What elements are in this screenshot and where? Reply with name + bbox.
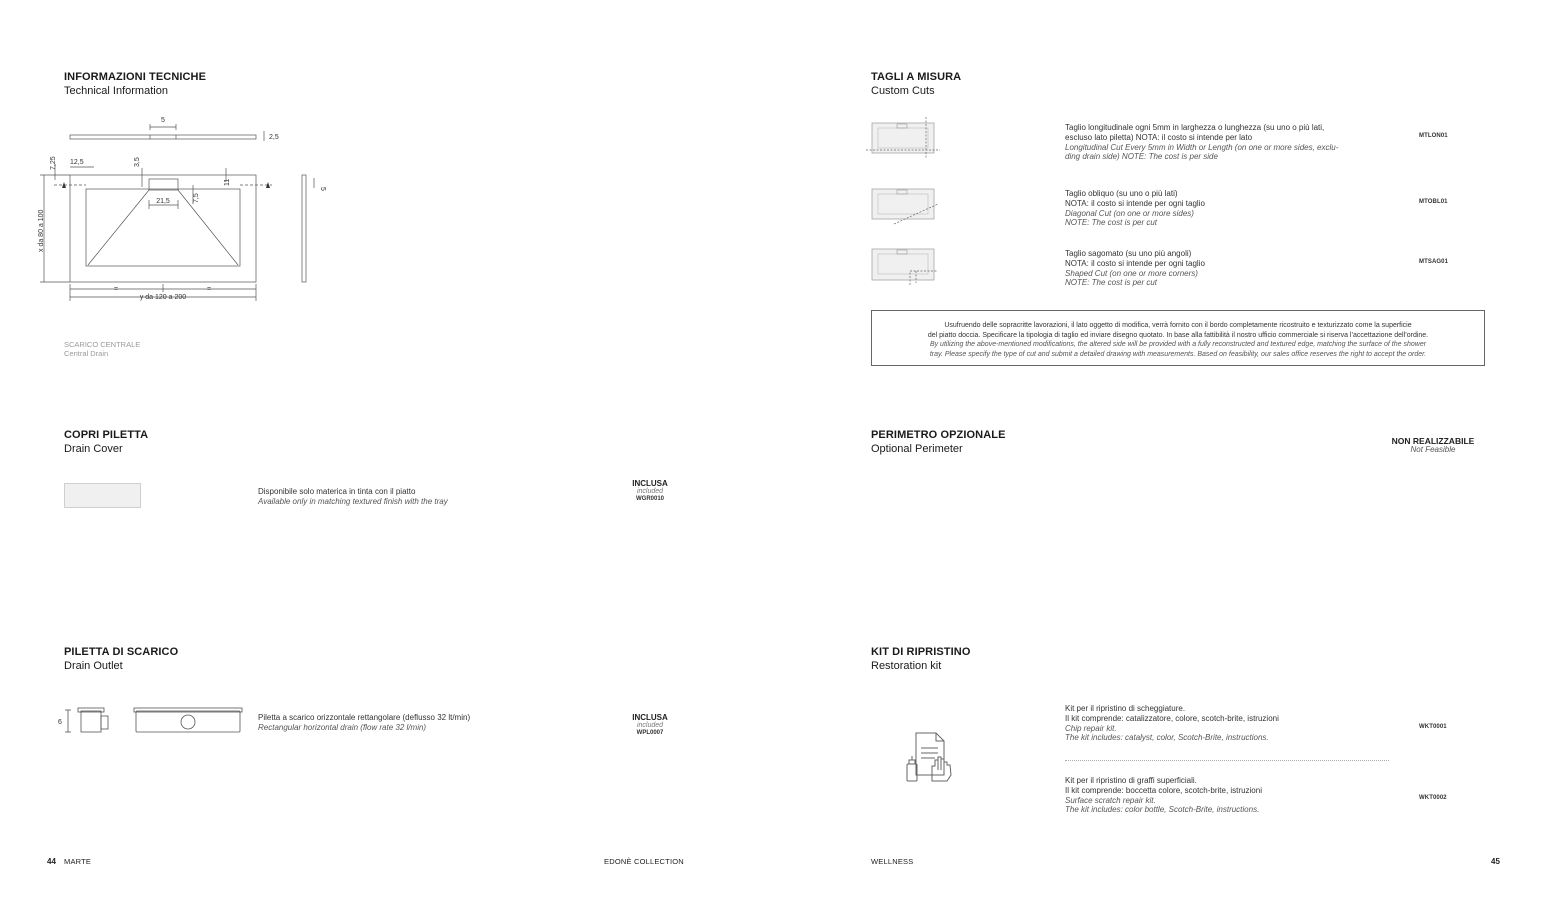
cut-3-it-1: Taglio sagomato (su uno più angoli) [1065,249,1192,258]
kit-2-en-2: The kit includes: color bottle, Scotch-Brite, instructions. [1065,805,1260,815]
kit-1-it-1: Kit per il ripristino di scheggiature. [1065,704,1186,713]
left-page-number: 44 [47,857,56,866]
kit-2-it-2: Il kit comprende: boccetta colore, scotch-brite, istruzioni [1065,785,1262,795]
drain-cover-description [258,487,448,507]
dim-x-range: x da 80 a 100 [38,209,45,252]
drain-outlet-drawing [54,702,244,738]
drawing-caption [64,340,140,358]
dim-21-5: 21,5 [156,198,170,205]
kit-1-en-1: Chip repair kit. [1065,723,1117,733]
cut-item-longitudinal [1065,123,1395,162]
drain-outlet-side-body [81,711,101,732]
drain-outlet-description [258,713,470,733]
drain-outlet-side-pipe [101,716,108,729]
kit-1-it-2: Il kit comprende: catalizzatore, colore, scotch-brite, istruzioni [1065,713,1279,723]
longitudinal-cut-icon [866,114,942,160]
note-it-1: Usufruendo delle sopracritte lavorazioni, il lato oggetto di modifica, verrà fornito con il bordo completamente ricostruito e texturizzato come la superficie [944,322,1412,329]
cut-1-en-1: Longitudinal Cut Every 5mm in Width or Length (on one or more sides, exclu- [1065,142,1339,152]
technical-drawing [36,112,336,307]
drain-cover-desc-it: Disponibile solo materica in tinta con il piatto [258,487,416,496]
drain-cover-included: included [636,488,664,495]
kit-2-en-1: Surface scratch repair kit. [1065,795,1156,805]
kit-item-chip [1065,704,1395,743]
drain-cover-code: WGR0010 [635,496,664,502]
cut-item-shaped [1065,249,1395,288]
diagonal-cut-icon [866,182,942,228]
note-en-2: tray. Please specify the type of cut and submit a detailed drawing with measurements. Based on feasibility, our sales office reserves the right to accept the order. [929,350,1427,358]
right-page-number: 45 [1491,857,1500,866]
drain-outlet-side-cap [78,708,104,712]
drain-outlet-title: PILETTA DI SCARICO [64,646,179,658]
dim-eq-left: = [113,286,119,293]
custom-cuts-title: TAGLI A MISURA [871,71,962,83]
left-footer-product: MARTE [64,857,92,866]
cut-3-en-2: NOTE: The cost is per cut [1065,278,1158,288]
drain-cover-subtitle: Drain Cover [64,443,123,455]
cut-3-it-2: NOTA: il costo si intende per ogni taglio [1065,258,1205,268]
optional-perimeter-heading [871,429,1006,455]
dim-5-side: 5 [319,187,326,191]
dim-7-25: 7,25 [50,156,57,170]
dim-11: 11 [224,178,231,186]
dim-2-5: 2,5 [269,134,279,141]
shaped-cut-icon [866,243,942,289]
drain-cover-title: COPRI PILETTA [64,429,149,441]
dim-7-5: 7,5 [193,193,200,203]
kit-2-it-1: Kit per il ripristino di graffi superficiali. [1065,776,1197,785]
cut-item-diagonal [1065,189,1395,228]
perimeter-status-it: NON REALIZZABILE [1391,436,1475,446]
note-it-2: del piatto doccia. Specificare la tipologia di taglio ed inviare disegno quotato. In base alla fattibilità il nostro ufficio commerciale si riserva l’accettazione dell’ordine. [927,331,1429,339]
tray-top-profile [70,135,256,139]
drain-cover-desc-en: Available only in matching textured finish with the tray [258,496,448,506]
drain-cover-inclusa: INCLUSA [632,479,668,488]
cut-1-code: MTLON01 [1419,133,1448,139]
drain-outlet-inclusion [620,713,680,736]
right-footer-section: WELLNESS [871,857,914,866]
cut-3-en-1: Shaped Cut (on one or more corners) [1065,268,1198,278]
cut-1-it-1: Taglio longitudinale ogni 5mm in larghezza o lunghezza (su uno o più lati, [1065,123,1325,132]
caption-en: Central Drain [64,349,109,358]
optional-perimeter-status [1380,436,1486,454]
restoration-kit-subtitle: Restoration kit [871,660,942,672]
perimeter-status-en: Not Feasible [1410,445,1456,454]
optional-perimeter-title: PERIMETRO OPZIONALE [871,429,1006,441]
cut-1-it-2: escluso lato piletta) NOTA: il costo si intende per lato [1065,132,1253,142]
tray-side-profile [302,175,306,282]
repair-kit-icon [902,730,958,784]
drain-slot [149,179,178,190]
drain-outlet-code: WPL0007 [636,730,664,736]
custom-cuts-subtitle: Custom Cuts [871,85,935,97]
drain-outlet-heading [64,646,178,672]
note-en-1: By utilizing the above-mentioned modifications, the altered side will be provided with a fully reconstructed and textured edge, matching the surface of the shower [929,341,1427,349]
cut-2-code: MTOBL01 [1419,199,1448,205]
drain-cover-swatch [64,483,141,508]
dim-12-5: 12,5 [70,159,84,166]
dim-y-range: y da 120 a 200 [139,294,187,301]
restoration-kit-heading [871,646,970,672]
drain-outlet-top-rim [134,708,242,712]
kit-item-scratch [1065,776,1395,815]
dim-eq-right: = [206,286,212,293]
technical-info-subtitle: Technical Information [64,85,168,97]
caption-it: SCARICO CENTRALE [64,340,141,349]
kit-1-code: WKT0001 [1419,724,1447,730]
drain-outlet-hole [181,715,195,729]
optional-perimeter-subtitle: Optional Perimeter [871,443,963,455]
custom-cuts-heading [871,71,961,97]
technical-info-title: INFORMAZIONI TECNICHE [64,71,207,83]
drain-outlet-desc-en: Rectangular horizontal drain (flow rate 32 l/min) [258,722,427,732]
kit-2-code: WKT0002 [1419,795,1447,801]
restoration-kit-title: KIT DI RIPRISTINO [871,646,971,658]
cut-2-en-1: Diagonal Cut (on one or more sides) [1065,208,1194,218]
cut-2-en-2: NOTE: The cost is per cut [1065,218,1158,228]
kit-1-en-2: The kit includes: catalyst, color, Scotch-Brite, instructions. [1065,733,1269,743]
cut-2-it-1: Taglio obliquo (su uno o più lati) [1065,189,1178,198]
drain-outlet-desc-it: Piletta a scarico orizzontale rettangolare (deflusso 32 lt/min) [258,713,471,722]
drain-outlet-included: included [636,722,664,729]
cut-1-en-2: ding drain side) NOTE: The cost is per side [1065,152,1218,162]
dim-5: 5 [161,117,165,124]
drain-outlet-inclusa: INCLUSA [632,713,668,722]
cut-3-code: MTSAG01 [1419,259,1449,265]
kit-divider [1065,760,1389,761]
drain-cover-heading [64,429,148,455]
dim-3-5: 3,5 [134,157,141,167]
custom-cuts-note [871,310,1485,366]
technical-info-heading [64,71,206,97]
left-footer-collection: EDONÈ COLLECTION [604,857,684,866]
drain-cover-inclusion [620,479,680,502]
drain-outlet-dim-6: 6 [58,719,62,726]
cut-2-it-2: NOTA: il costo si intende per ogni taglio [1065,198,1205,208]
drain-outlet-subtitle: Drain Outlet [64,660,123,672]
